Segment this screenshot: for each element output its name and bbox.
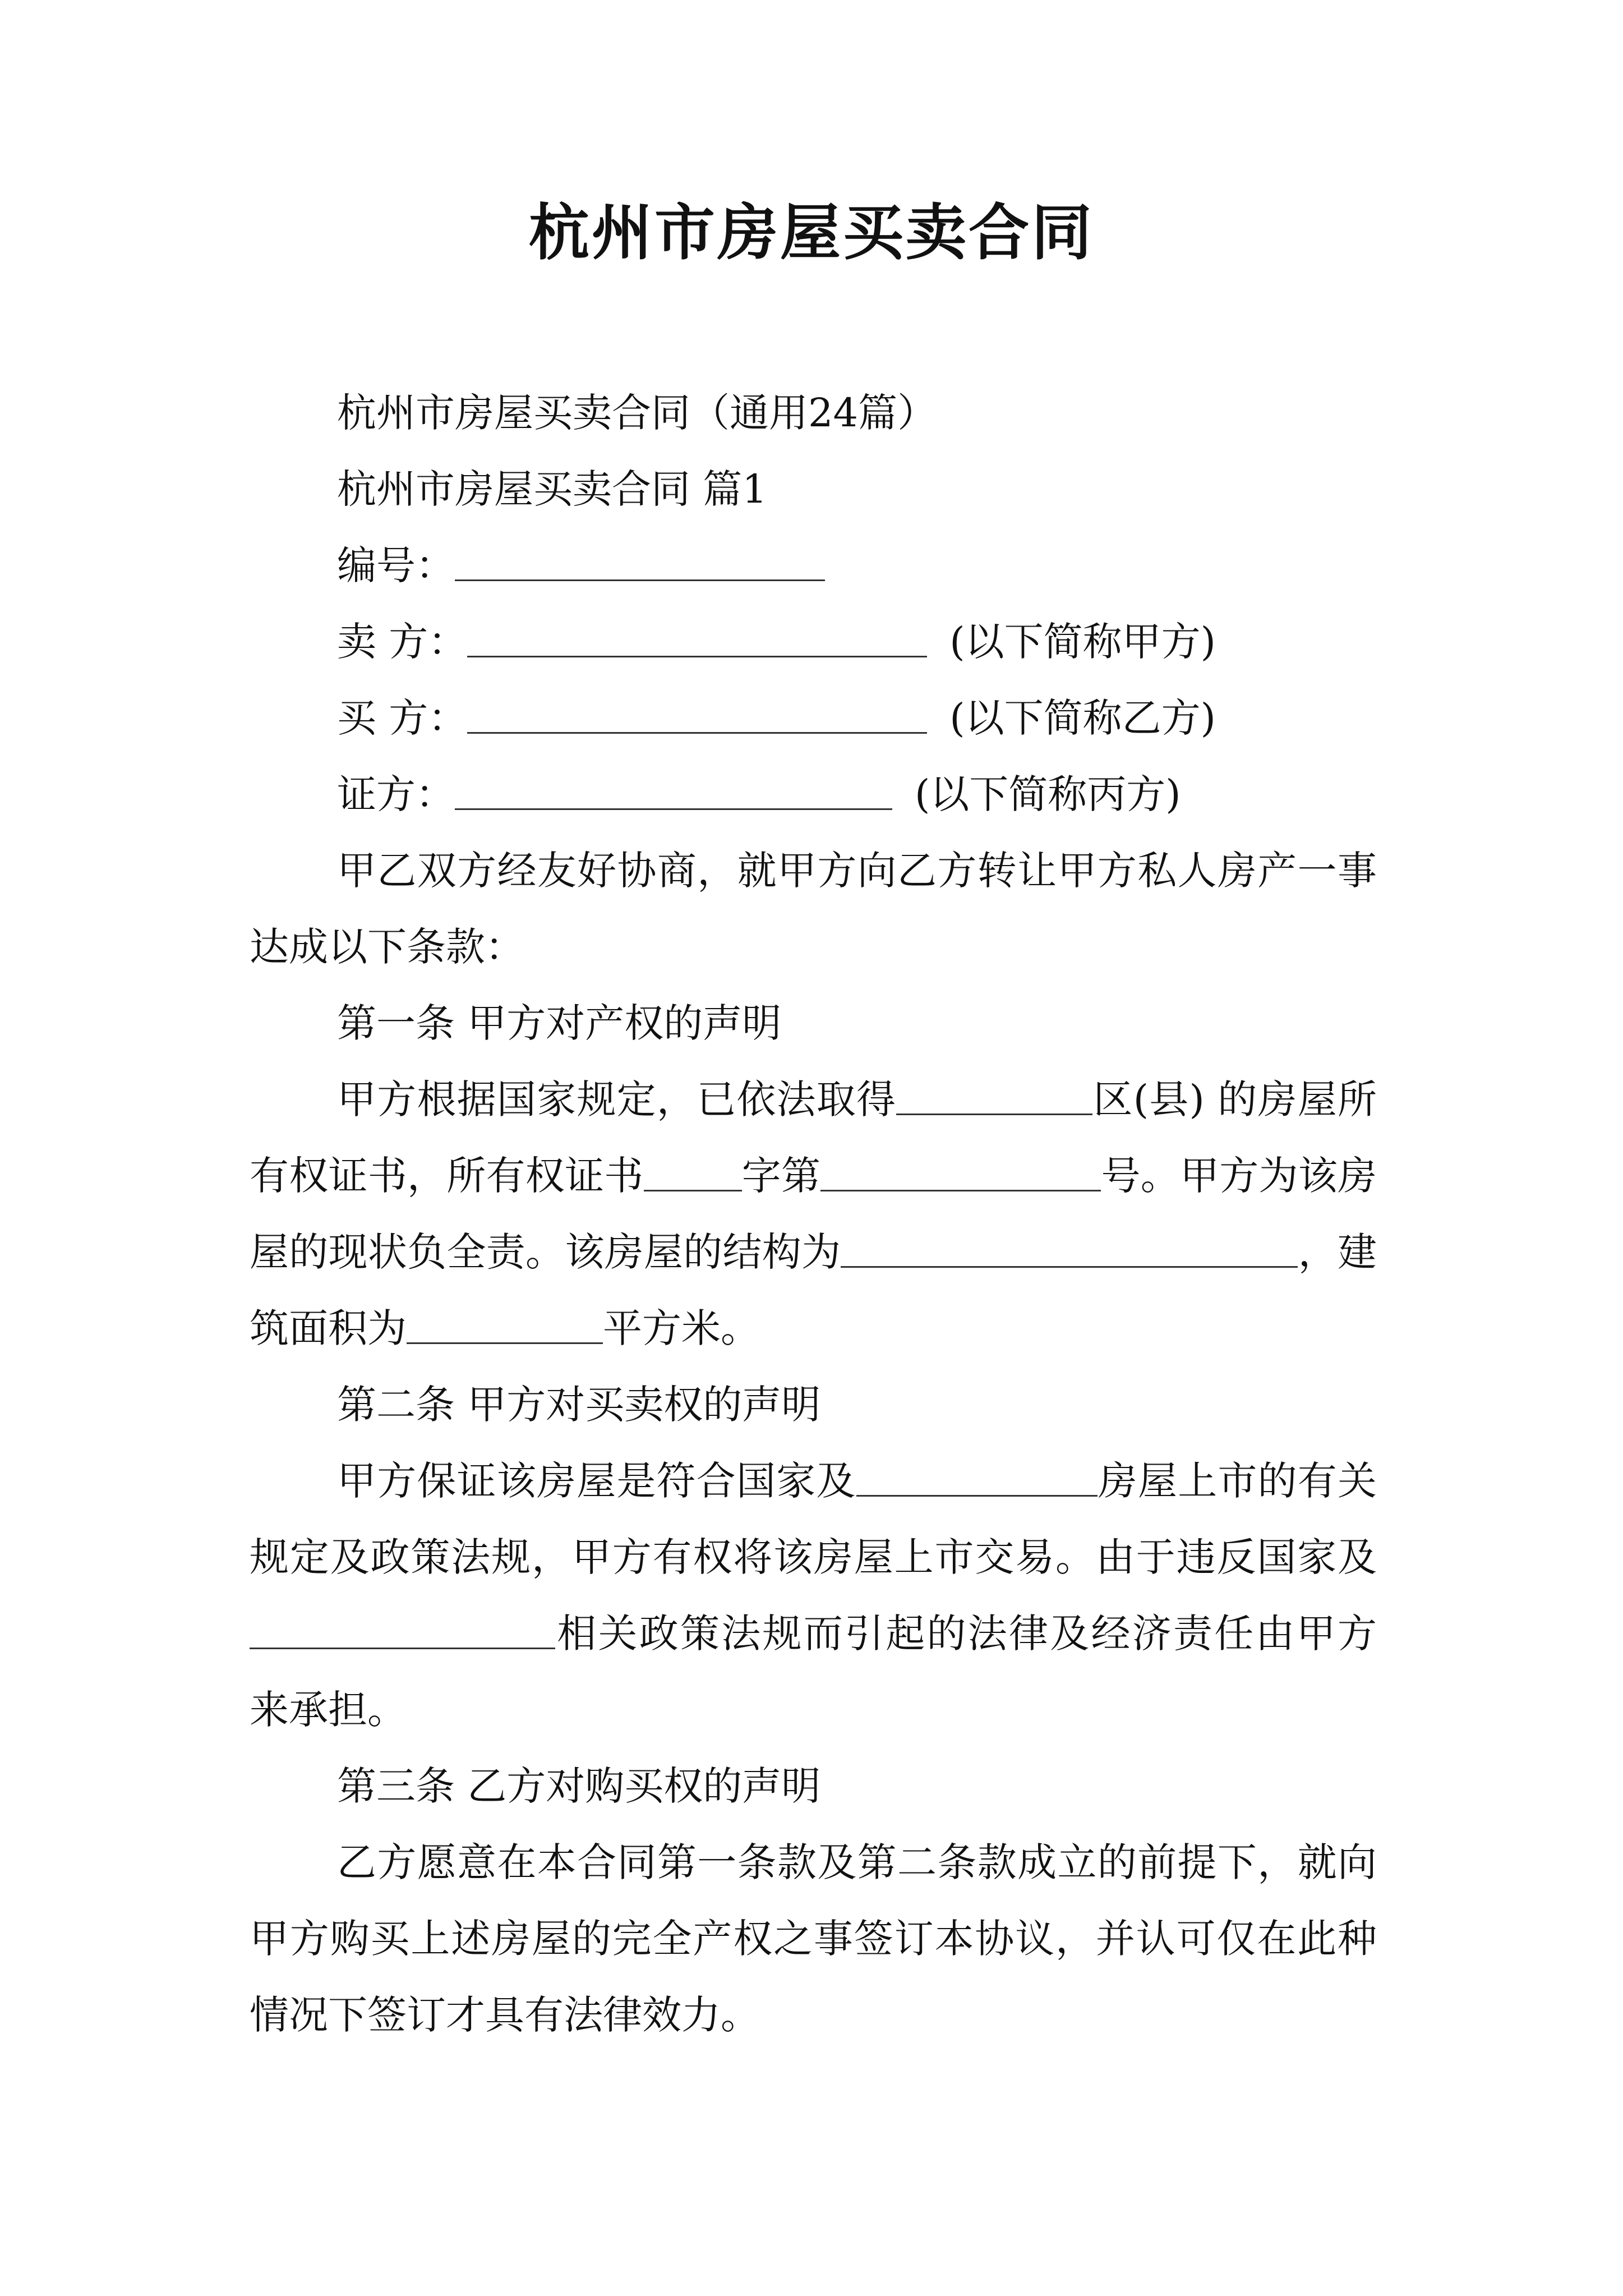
article1-text-6: 平方米。	[603, 1305, 760, 1351]
article1-text-1: 甲方根据国家规定，已依法取得	[337, 1076, 897, 1122]
district-blank	[896, 1078, 1092, 1115]
article1-text-4: 号。甲方为该房屋的现状负全责。该房屋的结构为	[250, 1153, 1377, 1275]
article1-paragraph	[250, 1061, 1377, 1366]
code-label: 编号：	[337, 542, 455, 588]
subtitle: 杭州市房屋买卖合同（通用24篇）	[337, 390, 937, 436]
article1-text-5: ，建筑面积为	[250, 1229, 1377, 1351]
witness-blank	[455, 773, 892, 810]
seller-suffix: (以下简称甲方)	[949, 619, 1216, 665]
article1-text-3: 字第	[741, 1153, 821, 1199]
article3-paragraph: 乙方愿意在本合同第一条款及第二条款成立的前提下，就向甲方购买上述房屋的完全产权之事签订本协议，并认可仅在此种情况下签订才具有法律效力。	[250, 1839, 1377, 2038]
article2-heading: 第二条 甲方对买卖权的声明	[337, 1382, 821, 1428]
certificate-number-blank	[820, 1154, 1101, 1191]
article1-heading: 第一条 甲方对产权的声明	[337, 1000, 782, 1046]
code-blank	[455, 544, 825, 581]
witness-label: 证方：	[337, 771, 455, 817]
buyer-field-row	[250, 680, 1377, 756]
intro-paragraph: 甲乙双方经友好协商，就甲方向乙方转让甲方私人房产一事达成以下条款：	[250, 848, 1377, 970]
document-body	[250, 375, 1377, 2053]
seller-blank	[467, 620, 927, 657]
document-title: 杭州市房屋买卖合同	[528, 197, 1094, 268]
city-blank-2	[250, 1612, 555, 1649]
seller-label: 卖 方：	[337, 619, 468, 665]
section-heading: 杭州市房屋买卖合同 篇1	[337, 466, 767, 512]
witness-suffix: (以下简称丙方)	[915, 771, 1181, 817]
buyer-label: 买 方：	[337, 695, 468, 741]
article2-text-3: 相关政策法规而引起的法律及经济责任由甲方来承担。	[250, 1611, 1377, 1733]
buyer-suffix: (以下简称乙方)	[949, 695, 1216, 741]
article2-text-2: 房屋上市的有关规定及政策法规，甲方有权将该房屋上市交易。由于违反国家及	[250, 1458, 1377, 1580]
buyer-blank	[467, 697, 927, 734]
seller-field-row	[250, 604, 1377, 680]
article1-text-2: 区(县) 的房屋所有权证书，所有权证书	[250, 1076, 1377, 1199]
witness-field-row	[250, 756, 1377, 832]
article2-text-1: 甲方保证该房屋是符合国家及	[337, 1458, 856, 1504]
city-blank-1	[856, 1460, 1098, 1497]
article3-heading: 第三条 乙方对购买权的声明	[337, 1763, 821, 1809]
area-blank	[407, 1307, 603, 1344]
code-field-row	[250, 527, 1377, 604]
structure-blank	[841, 1231, 1298, 1268]
certificate-prefix-blank	[644, 1154, 742, 1191]
article2-paragraph	[250, 1443, 1377, 1748]
